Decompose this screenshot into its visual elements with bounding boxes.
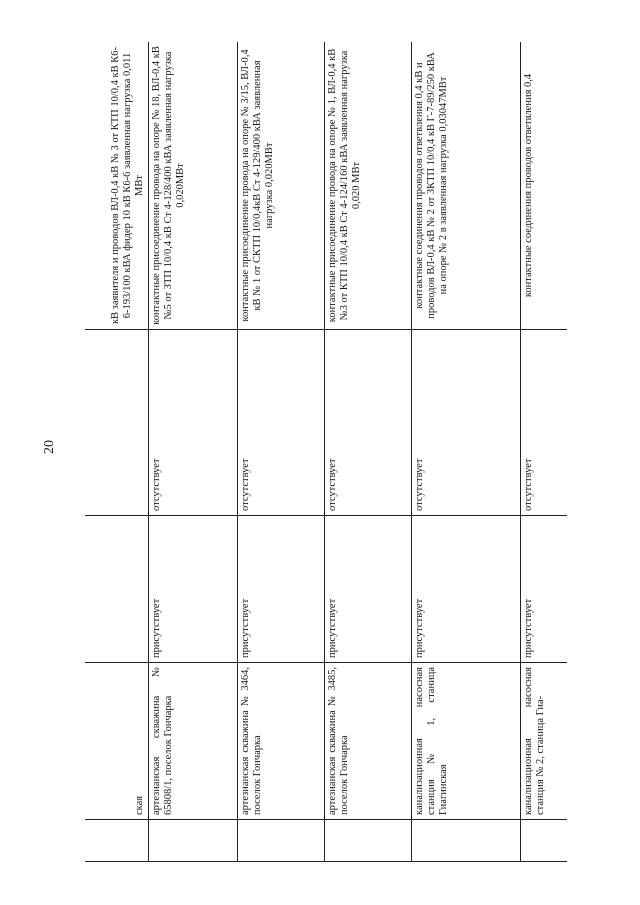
facility-name: канализационная насосная станция № 1, станица Гиагинская (414, 667, 449, 815)
facility-name-cell (521, 663, 568, 820)
connection-text: контактные соединения проводов ответвления 0,4 (523, 73, 534, 298)
connection-cell (238, 42, 325, 330)
absent-cell (521, 330, 568, 516)
row-number-cell (521, 820, 568, 862)
connection-cell (325, 42, 412, 330)
absent-cell (412, 330, 521, 516)
absent-text: отсутствует (240, 458, 251, 511)
facility-name: канализационная насосная станция № 2, станица Гиа- (523, 667, 546, 815)
absent-text: отсутствует (151, 458, 162, 511)
present-cell (85, 516, 149, 663)
connection-cell (521, 42, 568, 330)
table-row (412, 42, 521, 862)
page-number: 20 (42, 440, 57, 454)
row-number-cell (238, 820, 325, 862)
row-number-cell (412, 820, 521, 862)
present-cell (149, 516, 238, 663)
absent-cell (325, 330, 412, 516)
facility-name: артезианская скважина № 65808/1, поселок Гончарка (151, 667, 174, 815)
connection-text: контактные соединения проводов ответвления 0,4 кВ и проводов ВЛ-0,4 кВ № 2 от ЗКТП 10/0,4 кВ Г-7-89/250 кВА на опоре № 2 в заявленная нагрузка 0,03047МВт (414, 52, 449, 319)
table-row (85, 42, 149, 862)
connection-text: контактные присоединение провода на опоре № 3/15, ВЛ-0,4 кВ № 1 от СКТП 10/0,4кВ Ст 4-129/400 кВА заявленная нагрузка 0,020МВт (240, 49, 275, 322)
absent-text: отсутствует (327, 458, 338, 511)
present-cell (325, 516, 412, 663)
present-text: присутствует (240, 598, 251, 658)
table-row (325, 42, 412, 862)
absent-cell (85, 330, 149, 516)
present-text: присутствует (151, 598, 162, 658)
connection-text: контактные присоединение провода на опоре № 1, ВЛ-0,4 кВ №3 от КТП 10/0,4 кВ Ст 4-124/160 кВА заявленная нагрузка 0,020 МВт (327, 48, 362, 323)
table-row (521, 42, 568, 862)
present-text: присутствует (327, 598, 338, 658)
facility-name-cell (238, 663, 325, 820)
table-row (149, 42, 238, 862)
row-number-cell (325, 820, 412, 862)
connection-cell (85, 42, 149, 330)
absent-cell (238, 330, 325, 516)
facility-name: ская (134, 795, 145, 815)
row-number-cell (85, 820, 149, 862)
connection-cell (412, 42, 521, 330)
table-row (238, 42, 325, 862)
table-sheet (85, 42, 567, 862)
facility-name-cell (85, 663, 149, 820)
row-number-cell (149, 820, 238, 862)
facility-name-cell (149, 663, 238, 820)
present-cell (412, 516, 521, 663)
facility-name-cell (325, 663, 412, 820)
table-rotator (85, 42, 567, 862)
connection-text: контактные присоединение провода на опоре № 18, ВЛ-0,4 кВ №5 от ЗТП 10/0,4 кВ Ст 4-128/400 кВА заявленная нагрузка 0,020МВт (151, 46, 186, 325)
facility-name-cell (412, 663, 521, 820)
facility-name: артезианская скважина № 3485, поселок Гончарка (327, 667, 350, 815)
absent-text: отсутствует (523, 458, 534, 511)
present-text: присутствует (523, 598, 534, 658)
present-cell (238, 516, 325, 663)
connection-cell (149, 42, 238, 330)
facilities-table (85, 42, 567, 862)
absent-cell (149, 330, 238, 516)
present-text: присутствует (414, 598, 425, 658)
facility-name: артезианская скважина № 3464, поселок Гончарка (240, 667, 263, 815)
absent-text: отсутствует (414, 458, 425, 511)
connection-text: кВ заявителя и проводов ВЛ-0,4 кВ № 3 от КТП 10/0,4 кВ К6-6-193/100 кВА фидер 10 кВ К6-6 заявленная нагрузка 0,011 МВт (110, 46, 145, 325)
present-cell (521, 516, 568, 663)
